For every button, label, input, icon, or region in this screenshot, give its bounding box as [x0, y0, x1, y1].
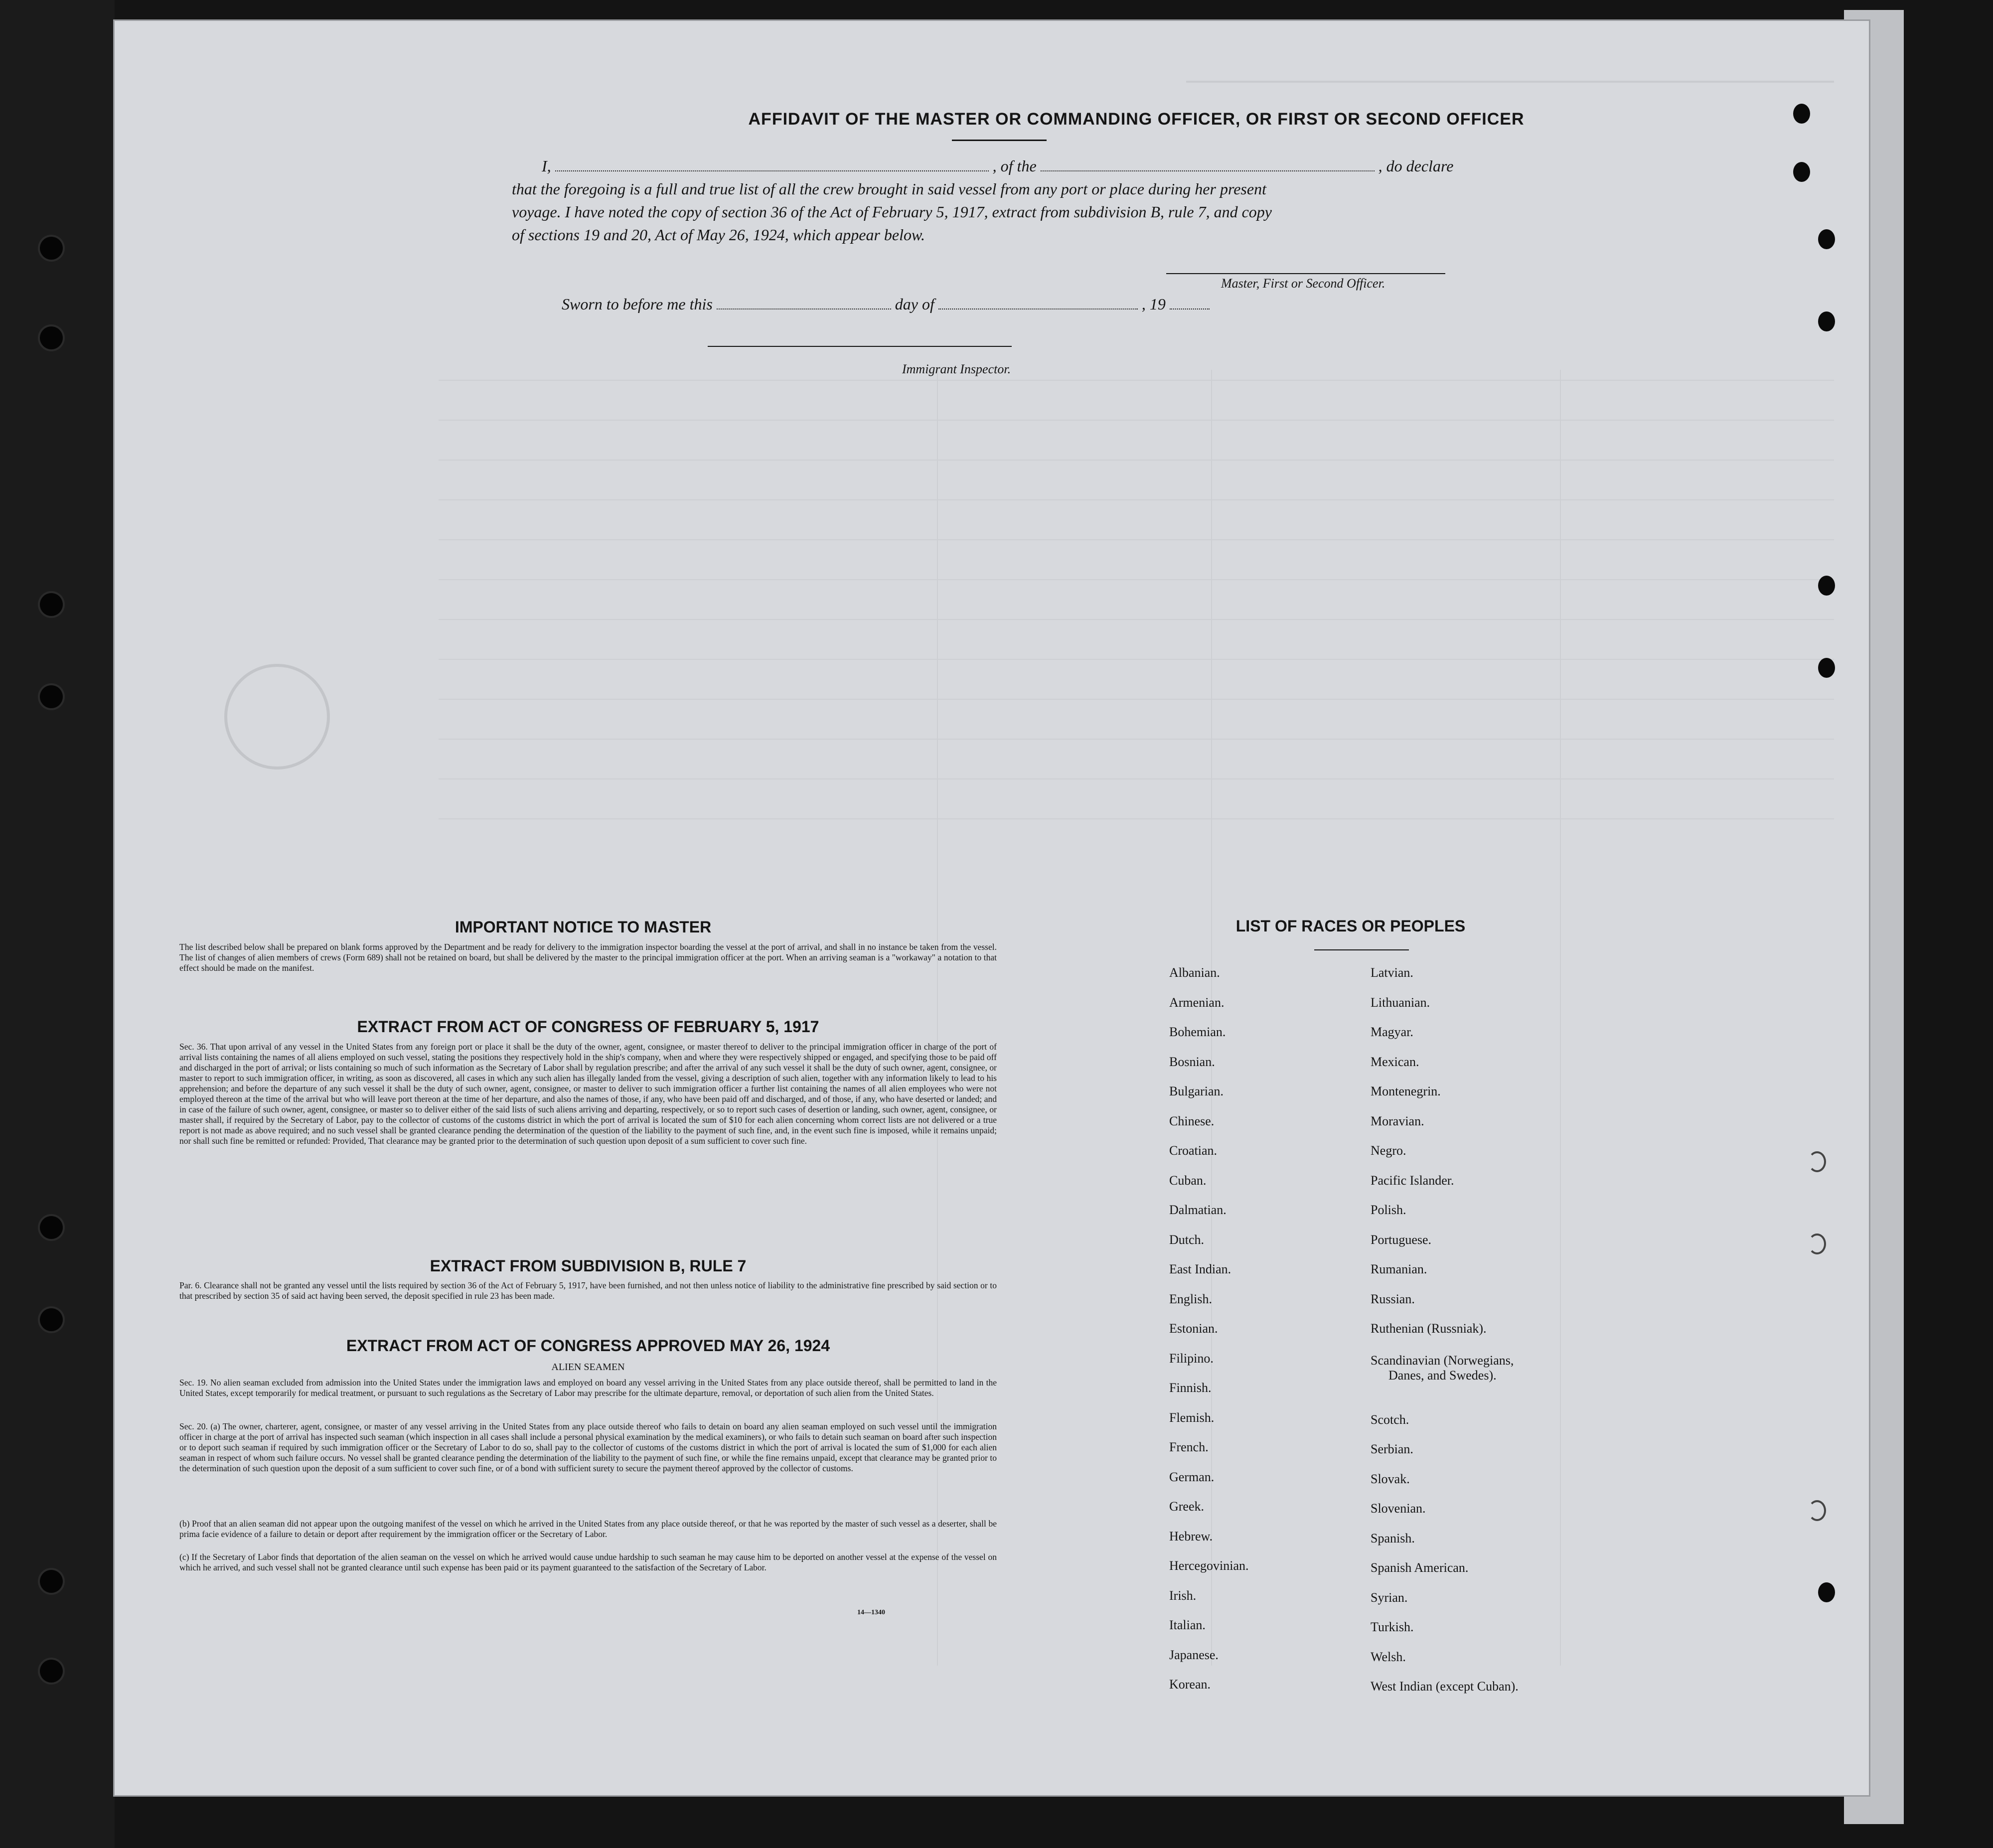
form-number: 14—1340: [857, 1609, 885, 1616]
sworn-day-of: day of: [895, 295, 934, 313]
affidavit-line-1: [542, 154, 1658, 177]
affidavit-of-the: , of the: [992, 157, 1037, 175]
races-title: LIST OF RACES OR PEOPLES: [1235, 917, 1466, 935]
extract-1924-sec20b: (b) Proof that an alien seaman did not appear upon the outgoing manifest of the vessel on which he arrived in the United States from any place outside thereof, or that he was reported by the master of such vessel as a deserter, shall be prima facie evidence of a failure to detain or deport after requirement by the immigration officer or the Secretary of Labor.: [179, 1519, 997, 1539]
race-item: Syrian.: [1371, 1590, 1408, 1605]
punch-hole: [1818, 1582, 1835, 1602]
extract-1917-body: Sec. 36. That upon arrival of any vessel in the United States from any foreign port or place it shall be the duty of the owner, agent, consignee, or master thereof to deliver to the principal immigration officer in charge of the port of arrival lists containing the names of all aliens employed on such vessel, stating the positions they respectively hold in the ship's company, when and where they were respectively shipped or engaged, and specifying those to be paid off and discharged in the port of arrival; or lists containing so much of such information as the Secretary of Labor shall by regulation prescribe; and after the arrival of any such vessel it shall be the duty of such owner, agent, consignee, or master to report to such immigration officer, in writing, as soon as discovered, all cases in which any such alien has illegally landed from the vessel, giving a description of such alien, together with any information likely to lead to his apprehension; and before the departure of any such vessel it shall be the duty of such owner, agent, consignee, or master to deliver to such immigration officer a further list containing the names of all alien employees who were not employed thereon at the time of the arrival but who will leave port thereon at the time of her departure, and also the names of those, if any, who have been paid off and discharged, and of those, if any, who have deserted or landed; and in case of the failure of such owner, agent, consignee, or master so to deliver either of the said lists of such aliens arriving and departing, respectively, or so to report such cases of desertion or landing, such owner, agent, consignee, or master shall, if required by the Secretary of Labor, pay to the collector of customs of the customs district in which the port of arrival is located the sum of $10 for each alien concerning whom correct lists are not delivered or a true report is not made as above required; and no such vessel shall be granted clearance pending the determination of the question of the liability to the payment of such fine, and, in the event such fine is imposed, while it remains unpaid; nor shall such fine be remitted or refunded: Provided, That clearance may be granted prior to the determination of such question upon deposit of a sum sufficient to cover such fine.: [179, 1042, 997, 1146]
race-item: Finnish.: [1169, 1381, 1212, 1395]
extract-1917-title: EXTRACT FROM ACT OF CONGRESS OF FEBRUARY 5, 1917: [357, 1018, 819, 1036]
race-item: Slovenian.: [1371, 1501, 1426, 1516]
punch-hole: [1808, 1151, 1826, 1172]
race-item: Hebrew.: [1169, 1529, 1213, 1543]
race-item: Estonian.: [1169, 1321, 1218, 1336]
race-item: Armenian.: [1169, 995, 1225, 1010]
punch-hole: [1808, 1233, 1826, 1254]
binder-hole: [40, 1570, 63, 1593]
race-item: Portuguese.: [1371, 1232, 1432, 1247]
affidavit-line-4: of sections 19 and 20, Act of May 26, 1924, which appear below.: [512, 226, 925, 244]
race-item-continuation: Danes, and Swedes).: [1388, 1368, 1497, 1383]
sworn-year: , 19: [1141, 295, 1166, 313]
race-item: French.: [1169, 1440, 1209, 1454]
race-item: Hercegovinian.: [1169, 1558, 1249, 1573]
race-item: Slovak.: [1371, 1471, 1410, 1486]
binder-hole: [40, 1216, 63, 1239]
affidavit-i: I,: [542, 157, 551, 175]
race-item: Chinese.: [1169, 1113, 1215, 1128]
race-item: Korean.: [1169, 1677, 1211, 1692]
race-item: English.: [1169, 1291, 1212, 1306]
race-item: Serbian.: [1371, 1442, 1413, 1456]
affidavit-line-2: that the foregoing is a full and true list of all the crew brought in said vessel from any port or place during her present: [512, 180, 1266, 198]
race-item: Croatian.: [1169, 1143, 1218, 1158]
notice-title: IMPORTANT NOTICE TO MASTER: [455, 918, 712, 936]
race-item: Moravian.: [1371, 1113, 1424, 1128]
inspector-label: Immigrant Inspector.: [902, 362, 1011, 376]
race-item: Scandinavian (Norwegians,: [1371, 1353, 1514, 1368]
affidavit-title: AFFIDAVIT OF THE MASTER OR COMMANDING OFFICER, OR FIRST OR SECOND OFFICER: [748, 110, 1525, 129]
extract-1924-sec20a: Sec. 20. (a) The owner, charterer, agent, consignee, or master of any vessel arriving in the United States from any place outside thereof who fails to detain on board any alien seaman employed on such vessel until the immigration officer in charge at the port of arrival has inspected such seaman (which inspection in all cases shall include a personal physical examination by the medical examiners), or who fails to detain such seaman on board after such inspection or to deport such seaman if required by such immigration officer or the Secretary of Labor to do so, shall pay to the collector of customs of the customs district in which the port of arrival is located the sum of $1,000 for each alien seaman in respect of whom such failure occurs. No vessel shall be granted clearance pending the determination of the liability to the payment of such fine, or while the fine remains unpaid, except that clearance may be granted prior to the determination of such question upon the deposit of a sum sufficient to cover such fine, or of a bond with sufficient surety to secure the payment thereof approved by the collector of customs.: [179, 1421, 997, 1473]
race-item: Flemish.: [1169, 1410, 1215, 1425]
race-item: Spanish American.: [1371, 1560, 1469, 1575]
race-item: Rumanian.: [1371, 1262, 1427, 1276]
binder-hole: [40, 593, 63, 616]
sworn-month-blank[interactable]: [938, 297, 1138, 309]
extract-1924-subtitle: ALIEN SEAMEN: [551, 1362, 625, 1373]
race-item: Dutch.: [1169, 1232, 1205, 1247]
punch-hole: [1818, 229, 1835, 249]
sworn-line: [562, 293, 1259, 315]
punch-hole: [1793, 162, 1810, 182]
race-item: Welsh.: [1371, 1649, 1406, 1664]
vessel-blank[interactable]: [1041, 158, 1375, 171]
race-item: Dalmatian.: [1169, 1203, 1226, 1217]
punch-hole: [1808, 1500, 1826, 1521]
race-item: Magyar.: [1371, 1025, 1413, 1039]
race-item: Polish.: [1371, 1203, 1406, 1217]
sworn-year-blank[interactable]: [1170, 297, 1210, 309]
race-item: Negro.: [1371, 1143, 1406, 1158]
race-item: Japanese.: [1169, 1647, 1219, 1662]
race-item: Latvian.: [1371, 965, 1413, 980]
races-underline: [1314, 949, 1409, 950]
title-underline: [952, 140, 1047, 141]
affidavit-declare: , do declare: [1378, 157, 1454, 175]
punch-hole: [1818, 658, 1835, 678]
signature-line[interactable]: [1166, 273, 1445, 274]
races-left-list: [1169, 965, 1349, 1707]
race-item: Spanish.: [1371, 1531, 1415, 1545]
punch-hole: [1818, 576, 1835, 596]
extract-rule7-title: EXTRACT FROM SUBDIVISION B, RULE 7: [430, 1257, 747, 1275]
binder-hole: [40, 1660, 63, 1683]
binder-strip: [0, 0, 115, 1848]
race-item: Scotch.: [1371, 1412, 1409, 1427]
inspector-signature-line[interactable]: [708, 346, 1012, 347]
binder-hole: [40, 1308, 63, 1331]
sworn-prefix: Sworn to before me this: [562, 295, 713, 313]
extract-1924-title: EXTRACT FROM ACT OF CONGRESS APPROVED MAY 26, 1924: [346, 1337, 830, 1355]
extract-1924-sec19: Sec. 19. No alien seaman excluded from admission into the United States under the immigration laws and employed on board any vessel arriving in the United States from any place outside thereof, shall be permitted to land in the United States, except temporarily for medical treatment, or pursuant to such regulations as the Secretary of Labor may prescribe for the ultimate departure, removal, or deportation of such alien from the United States.: [179, 1378, 997, 1398]
sworn-day-blank[interactable]: [717, 297, 891, 309]
punch-hole: [1818, 311, 1835, 331]
extract-1924-sec20c: (c) If the Secretary of Labor finds that deportation of the alien seaman on the vessel on which he arrived would cause undue hardship to such seaman he may cause him to be deported on another vessel at the expense of the vessel on which he arrived, and such vessel shall not be granted clearance until such expense has been paid or its payment guaranteed to the satisfaction of the Secretary of Labor.: [179, 1552, 997, 1572]
race-item: Greek.: [1169, 1499, 1205, 1514]
race-item: West Indian (except Cuban).: [1371, 1679, 1519, 1694]
race-item: Irish.: [1169, 1588, 1197, 1603]
race-item: Ruthenian (Russniak).: [1371, 1321, 1487, 1336]
binder-hole: [40, 326, 63, 349]
race-item: Russian.: [1371, 1291, 1415, 1306]
race-item: Turkish.: [1371, 1620, 1414, 1634]
signature-label: Master, First or Second Officer.: [1221, 276, 1385, 291]
race-item: Italian.: [1169, 1618, 1206, 1632]
binder-hole: [40, 237, 63, 260]
race-item: Filipino.: [1169, 1351, 1214, 1366]
race-item: Bohemian.: [1169, 1025, 1226, 1039]
race-item: Albanian.: [1169, 965, 1220, 980]
race-item: Lithuanian.: [1371, 995, 1430, 1010]
race-item: Mexican.: [1371, 1054, 1419, 1069]
name-blank[interactable]: [555, 158, 989, 171]
document-page: [115, 21, 1869, 1795]
race-item-scandinavian: [1371, 1351, 1590, 1412]
race-item: German.: [1169, 1469, 1215, 1484]
affidavit-line-3: voyage. I have noted the copy of section 36 of the Act of February 5, 1917, extract from subdivision B, rule 7, and copy: [512, 203, 1272, 221]
binder-hole: [40, 685, 63, 708]
race-item: East Indian.: [1169, 1262, 1231, 1276]
race-item: Montenegrin.: [1371, 1084, 1441, 1098]
notice-body: The list described below shall be prepared on blank forms approved by the Department and be ready for delivery to the immigration inspector boarding the vessel at the port of arrival, and shall in no instance be taken from the vessel. The list of changes of alien members of crews (Form 689) shall not be retained on board, but shall be delivered by the master to the principal immigration officer at the port. When an arriving seaman is a "workaway" a notation to that effect should be made on the manifest.: [179, 942, 997, 973]
punch-hole: [1793, 104, 1810, 124]
race-item: Pacific Islander.: [1371, 1173, 1454, 1188]
race-item: Bosnian.: [1169, 1054, 1215, 1069]
race-item: Bulgarian.: [1169, 1084, 1224, 1098]
races-right-list: [1371, 965, 1590, 1709]
extract-rule7-body: Par. 6. Clearance shall not be granted any vessel until the lists required by section 36 of the Act of February 5, 1917, have been furnished, and not then unless notice of liability to the administrative fine prescribed by said section or to that prescribed by section 35 of said act having been served, the deposit specified in rule 23 has been made.: [179, 1280, 997, 1301]
race-item: Cuban.: [1169, 1173, 1207, 1188]
